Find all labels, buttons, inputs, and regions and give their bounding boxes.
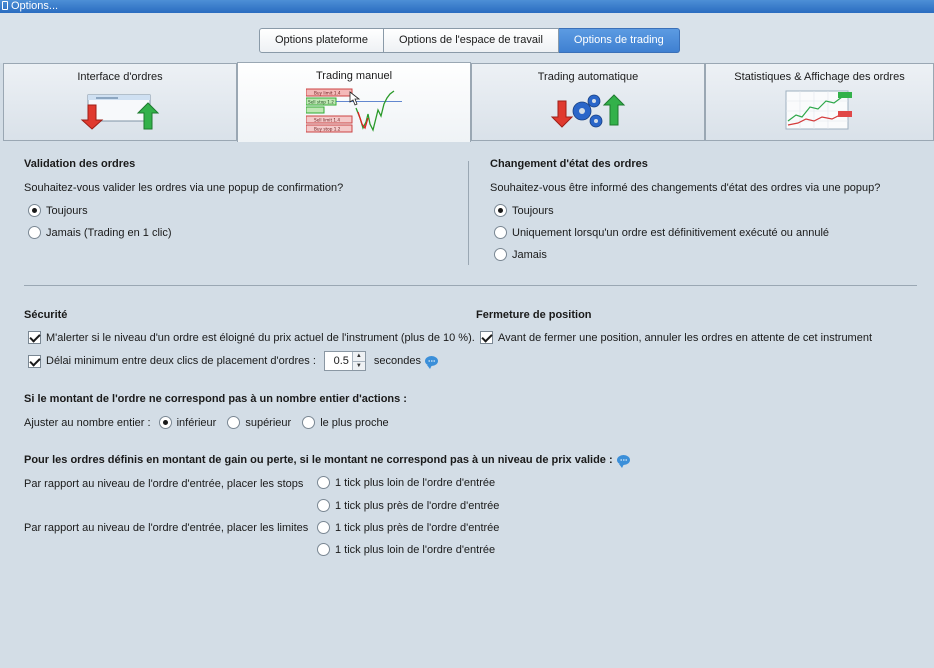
window-title-bar — [0, 0, 934, 13]
radio-label: 1 tick plus près de l'ordre d'entrée — [335, 499, 500, 512]
checkbox-label: M'alerter si le niveau d'un ordre est éloigné du prix actuel de l'instrument (plus de 10 %). — [46, 331, 475, 344]
radio-button[interactable] — [317, 543, 330, 556]
section-title-state-change: Changement d'état des ordres — [490, 158, 648, 170]
subtab-manual-trading[interactable] — [237, 62, 471, 142]
manual-art-label: Sell limit 1.4 — [314, 117, 341, 123]
vertical-divider — [468, 161, 469, 265]
tab-workspace-options[interactable]: Options de l'espace de travail — [384, 28, 559, 53]
radio-label: supérieur — [245, 416, 292, 429]
radio-round-nearest[interactable] — [302, 416, 389, 429]
radio-label: Jamais (Trading en 1 clic) — [46, 226, 172, 239]
subtab-label: Trading manuel — [315, 70, 393, 82]
radio-label: Toujours — [46, 204, 88, 217]
options-category-switcher — [259, 28, 680, 53]
delay-stepper[interactable] — [324, 351, 366, 371]
radio-button[interactable] — [317, 476, 330, 489]
radio-round-up[interactable] — [227, 416, 291, 429]
manual-art-label: Sell stop 1.2 — [308, 99, 334, 105]
manual-trading-panel — [3, 140, 934, 668]
radio-button[interactable] — [494, 248, 507, 261]
manual-art-label: Buy limit 1.4 — [314, 90, 341, 96]
trading-subtabs — [3, 63, 934, 141]
radio-stops-further[interactable] — [317, 476, 495, 489]
radio-state-final-only[interactable] — [494, 226, 829, 239]
checkbox-cancel-pending-orders[interactable] — [480, 331, 872, 344]
gain-loss-title-row — [24, 454, 630, 466]
manual-trading-icon — [306, 88, 402, 134]
radio-state-never[interactable] — [494, 248, 547, 261]
radio-validation-never[interactable] — [28, 226, 172, 239]
rounding-adjust-label: Ajuster au nombre entier : — [24, 416, 151, 429]
stepper-down-icon[interactable]: ▼ — [353, 361, 365, 371]
limits-placement-label: Par rapport au niveau de l'ordre d'entrée, placer les limites — [24, 522, 309, 534]
section-title-security: Sécurité — [24, 309, 68, 321]
radio-button[interactable] — [494, 204, 507, 217]
radio-stops-closer[interactable] — [317, 499, 499, 512]
state-change-question: Souhaitez-vous être informé des changements d'état des ordres via une popup? — [490, 182, 881, 194]
info-bubble-icon[interactable] — [617, 455, 630, 465]
radio-state-always[interactable] — [494, 204, 554, 217]
order-interface-icon — [78, 89, 162, 133]
subtab-label: Statistiques & Affichage des ordres — [734, 71, 905, 83]
manual-art-label: Buy stop 1.2 — [314, 126, 341, 132]
section-title-gain-loss: Pour les ordres définis en montant de gain ou perte, si le montant ne correspond pas à un niveau de prix valide : — [24, 454, 613, 466]
tab-platform-options[interactable]: Options plateforme — [259, 28, 384, 53]
auto-trading-gears-icon — [546, 89, 630, 133]
radio-label: 1 tick plus loin de l'ordre d'entrée — [335, 476, 496, 489]
radio-button[interactable] — [317, 521, 330, 534]
delay-unit: secondes — [373, 355, 421, 367]
validation-question: Souhaitez-vous valider les ordres via une popup de confirmation? — [24, 182, 344, 194]
checkbox-label: Délai minimum entre deux clics de placement d'ordres : — [46, 355, 316, 367]
stepper-up-icon[interactable]: ▲ — [355, 353, 362, 360]
checkbox-label: Avant de fermer une position, annuler les ordres en attente de cet instrument — [498, 331, 873, 344]
subtab-label: Interface d'ordres — [77, 71, 163, 83]
subtab-statistics-display[interactable] — [705, 63, 934, 141]
info-bubble-icon[interactable] — [425, 356, 438, 366]
delay-value[interactable]: 0.5 — [333, 355, 349, 367]
rounding-options — [24, 416, 400, 429]
checkbox[interactable] — [480, 331, 493, 344]
radio-limits-closer[interactable] — [317, 521, 499, 534]
radio-limits-further[interactable] — [317, 543, 495, 556]
radio-button[interactable] — [494, 226, 507, 239]
section-title-close-position: Fermeture de position — [476, 309, 592, 321]
radio-validation-always[interactable] — [28, 204, 88, 217]
radio-label: Uniquement lorsqu'un ordre est définitivement exécuté ou annulé — [512, 226, 830, 239]
radio-label: 1 tick plus loin de l'ordre d'entrée — [335, 543, 496, 556]
radio-round-down[interactable] — [159, 416, 217, 429]
subtab-label: Trading automatique — [537, 71, 639, 83]
subtab-automatic-trading[interactable] — [471, 63, 705, 141]
horizontal-divider — [24, 285, 917, 286]
checkbox-click-delay[interactable] — [28, 350, 438, 372]
checkbox-price-distance-alert[interactable] — [28, 331, 475, 344]
window-icon — [2, 1, 8, 10]
statistics-chart-icon — [784, 89, 856, 131]
radio-button[interactable] — [159, 416, 172, 429]
window-title: Options... — [11, 0, 59, 12]
stops-placement-label: Par rapport au niveau de l'ordre d'entrée, placer les stops — [24, 478, 304, 490]
radio-button[interactable] — [28, 204, 41, 217]
subtab-order-interface[interactable] — [3, 63, 237, 141]
checkbox[interactable] — [28, 355, 41, 368]
radio-button[interactable] — [302, 416, 315, 429]
checkbox[interactable] — [28, 331, 41, 344]
radio-button[interactable] — [317, 499, 330, 512]
section-title-validation: Validation des ordres — [24, 158, 136, 170]
radio-button[interactable] — [227, 416, 240, 429]
radio-button[interactable] — [28, 226, 41, 239]
section-title-rounding: Si le montant de l'ordre ne correspond pas à un nombre entier d'actions : — [24, 393, 407, 405]
radio-label: le plus proche — [320, 416, 389, 429]
radio-label: inférieur — [176, 416, 217, 429]
radio-label: Jamais — [512, 248, 547, 261]
tab-trading-options[interactable]: Options de trading — [559, 28, 680, 53]
radio-label: 1 tick plus près de l'ordre d'entrée — [335, 521, 500, 534]
radio-label: Toujours — [512, 204, 554, 217]
